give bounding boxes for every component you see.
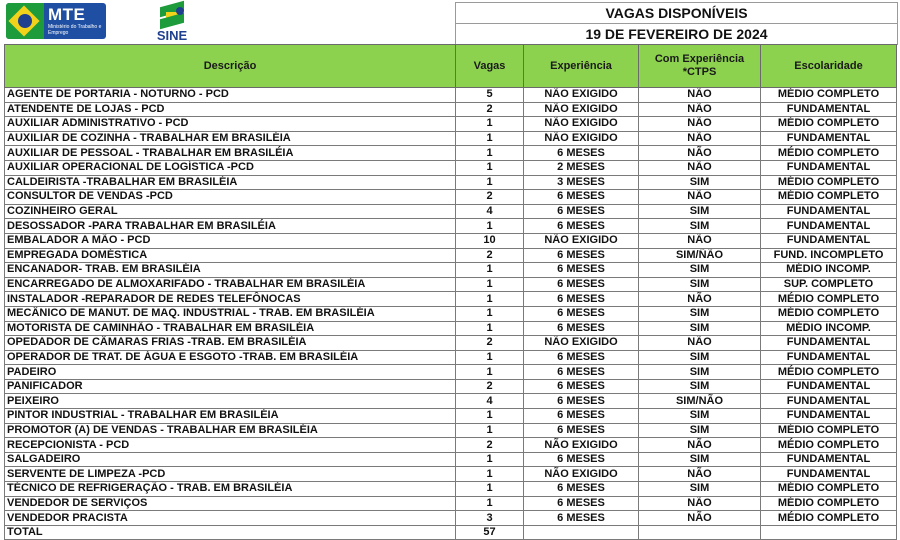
table-row bbox=[5, 350, 897, 365]
cell-vagas: 1 bbox=[456, 292, 524, 307]
cell-experiencia: NÃO EXIGIDO bbox=[524, 102, 639, 117]
cell-descricao: PROMOTOR (A) DE VENDAS - TRABALHAR EM BRASILÉIA bbox=[5, 423, 456, 438]
cell-escolaridade: FUNDAMENTAL bbox=[761, 394, 897, 409]
table-row bbox=[5, 175, 897, 190]
cell-experiencia: 6 MESES bbox=[524, 219, 639, 234]
cell-experiencia: 6 MESES bbox=[524, 409, 639, 424]
cell-vagas: 1 bbox=[456, 321, 524, 336]
table-row bbox=[5, 277, 897, 292]
cell-escolaridade: FUNDAMENTAL bbox=[761, 233, 897, 248]
vacancies-table bbox=[4, 44, 897, 540]
cell-ctps: SIM bbox=[639, 263, 761, 278]
cell-vagas: 1 bbox=[456, 306, 524, 321]
sine-logo bbox=[152, 4, 192, 44]
cell-escolaridade: MÉDIO COMPLETO bbox=[761, 438, 897, 453]
cell-experiencia: 6 MESES bbox=[524, 452, 639, 467]
cell-vagas: 1 bbox=[456, 219, 524, 234]
cell-escolaridade: FUNDAMENTAL bbox=[761, 102, 897, 117]
cell-ctps: NÃO bbox=[639, 233, 761, 248]
cell-escolaridade: MÉDIO COMPLETO bbox=[761, 117, 897, 132]
cell-escolaridade: FUNDAMENTAL bbox=[761, 204, 897, 219]
cell-descricao: OPERADOR DE TRAT. DE ÁGUA E ESGOTO -TRAB. EM BRASILÉIA bbox=[5, 350, 456, 365]
sine-logo-text: SINE bbox=[156, 28, 188, 43]
cell-ctps: NÃO bbox=[639, 88, 761, 103]
table-row bbox=[5, 102, 897, 117]
cell-escolaridade: MÉDIO COMPLETO bbox=[761, 146, 897, 161]
cell-ctps: NÃO bbox=[639, 336, 761, 351]
cell-descricao: SERVENTE DE LIMPEZA -PCD bbox=[5, 467, 456, 482]
cell-vagas: 2 bbox=[456, 102, 524, 117]
cell-escolaridade: SUP. COMPLETO bbox=[761, 277, 897, 292]
cell-experiencia: 2 MESES bbox=[524, 160, 639, 175]
cell-experiencia: 6 MESES bbox=[524, 496, 639, 511]
logo-bar bbox=[4, 2, 455, 44]
table-row bbox=[5, 394, 897, 409]
cell-vagas: 4 bbox=[456, 204, 524, 219]
table-row bbox=[5, 365, 897, 380]
cell-vagas: 1 bbox=[456, 146, 524, 161]
table-row bbox=[5, 336, 897, 351]
cell-vagas: 4 bbox=[456, 394, 524, 409]
cell-escolaridade: MÉDIO COMPLETO bbox=[761, 292, 897, 307]
cell-experiencia: 6 MESES bbox=[524, 394, 639, 409]
cell-escolaridade: MÉDIO COMPLETO bbox=[761, 175, 897, 190]
cell-experiencia: 6 MESES bbox=[524, 321, 639, 336]
cell-descricao: COZINHEIRO GERAL bbox=[5, 204, 456, 219]
total-vagas: 57 bbox=[456, 525, 524, 540]
table-header-row bbox=[5, 45, 897, 88]
cell-escolaridade: MÉDIO COMPLETO bbox=[761, 511, 897, 526]
table-row bbox=[5, 292, 897, 307]
cell-descricao: PADEIRO bbox=[5, 365, 456, 380]
cell-experiencia: 6 MESES bbox=[524, 365, 639, 380]
cell-escolaridade: MÉDIO COMPLETO bbox=[761, 190, 897, 205]
table-body bbox=[5, 88, 897, 540]
cell-descricao: SALGADEIRO bbox=[5, 452, 456, 467]
column-header-experiencia: Experiência bbox=[524, 45, 639, 88]
column-header-ctps-line2: *CTPS bbox=[682, 66, 717, 78]
table-row bbox=[5, 190, 897, 205]
cell-escolaridade: FUNDAMENTAL bbox=[761, 409, 897, 424]
page-date: 19 DE FEVEREIRO DE 2024 bbox=[585, 26, 768, 42]
mte-logo-subtitle: Ministério do Trabalho e Emprego bbox=[48, 24, 102, 36]
cell-descricao: ENCANADOR- TRAB. EM BRASILÉIA bbox=[5, 263, 456, 278]
cell-escolaridade: MÉDIO COMPLETO bbox=[761, 88, 897, 103]
table-row bbox=[5, 204, 897, 219]
cell-escolaridade: FUNDAMENTAL bbox=[761, 467, 897, 482]
cell-vagas: 1 bbox=[456, 263, 524, 278]
cell-vagas: 5 bbox=[456, 88, 524, 103]
cell-ctps: SIM/NÃO bbox=[639, 394, 761, 409]
cell-ctps: SIM bbox=[639, 482, 761, 497]
cell-experiencia: 6 MESES bbox=[524, 306, 639, 321]
cell-escolaridade: FUND. INCOMPLETO bbox=[761, 248, 897, 263]
column-header-ctps-line1: Com Experiência bbox=[654, 53, 745, 65]
cell-escolaridade: FUNDAMENTAL bbox=[761, 350, 897, 365]
cell-escolaridade: FUNDAMENTAL bbox=[761, 131, 897, 146]
table-row bbox=[5, 219, 897, 234]
cell-ctps: NÃO bbox=[639, 292, 761, 307]
column-header-ctps bbox=[639, 45, 761, 88]
cell-vagas: 1 bbox=[456, 175, 524, 190]
cell-escolaridade: MÉDIO INCOMP. bbox=[761, 263, 897, 278]
cell-descricao: PANIFICADOR bbox=[5, 379, 456, 394]
cell-descricao: EMBALADOR A MÃO - PCD bbox=[5, 233, 456, 248]
cell-ctps: SIM bbox=[639, 219, 761, 234]
cell-descricao: ATENDENTE DE LOJAS - PCD bbox=[5, 102, 456, 117]
cell-ctps: NÃO bbox=[639, 160, 761, 175]
cell-experiencia: NÃO EXIGIDO bbox=[524, 233, 639, 248]
cell-ctps: NÃO bbox=[639, 511, 761, 526]
table-total-row bbox=[5, 525, 897, 540]
table-row bbox=[5, 160, 897, 175]
sine-flag-icon bbox=[160, 4, 184, 26]
cell-vagas: 1 bbox=[456, 452, 524, 467]
cell-vagas: 1 bbox=[456, 467, 524, 482]
table-row bbox=[5, 482, 897, 497]
cell-escolaridade: MÉDIO COMPLETO bbox=[761, 365, 897, 380]
cell-descricao: PINTOR INDUSTRIAL - TRABALHAR EM BRASILÉIA bbox=[5, 409, 456, 424]
cell-escolaridade: FUNDAMENTAL bbox=[761, 219, 897, 234]
cell-ctps: SIM/ÑÃO bbox=[639, 248, 761, 263]
cell-ctps: NÃO bbox=[639, 102, 761, 117]
cell-descricao: EMPREGADA DOMÉSTICA bbox=[5, 248, 456, 263]
cell-vagas: 1 bbox=[456, 277, 524, 292]
cell-ctps: SIM bbox=[639, 175, 761, 190]
cell-ctps: SIM bbox=[639, 379, 761, 394]
cell-experiencia: 6 MESES bbox=[524, 263, 639, 278]
cell-ctps: SIM bbox=[639, 321, 761, 336]
cell-descricao: CALDEIRISTA -TRABALHAR EM BRASILÉIA bbox=[5, 175, 456, 190]
cell-vagas: 1 bbox=[456, 423, 524, 438]
cell-ctps: NÃO bbox=[639, 467, 761, 482]
cell-vagas: 1 bbox=[456, 350, 524, 365]
cell-empty bbox=[524, 525, 639, 540]
table-row bbox=[5, 146, 897, 161]
cell-descricao: AUXILIAR DE COZINHA - TRABALHAR EM BRASILÉIA bbox=[5, 131, 456, 146]
cell-ctps: NÃO bbox=[639, 190, 761, 205]
mte-logo-text: MTE bbox=[48, 5, 86, 24]
cell-descricao: CONSULTOR DE VENDAS -PCD bbox=[5, 190, 456, 205]
cell-ctps: NÃO bbox=[639, 131, 761, 146]
cell-descricao: ENCARREGADO DE ALMOXARIFADO - TRABALHAR EM BRASILÉIA bbox=[5, 277, 456, 292]
cell-ctps: SIM bbox=[639, 306, 761, 321]
cell-experiencia: 3 MESES bbox=[524, 175, 639, 190]
cell-escolaridade: MÉDIO COMPLETO bbox=[761, 482, 897, 497]
table-row bbox=[5, 263, 897, 278]
cell-vagas: 2 bbox=[456, 379, 524, 394]
cell-vagas: 3 bbox=[456, 511, 524, 526]
mte-logo bbox=[6, 3, 106, 39]
cell-ctps: SIM bbox=[639, 350, 761, 365]
cell-experiencia: NÃO EXIGIDO bbox=[524, 117, 639, 132]
cell-descricao: MOTORISTA DE CAMINHÃO - TRABALHAR EM BRASILÉIA bbox=[5, 321, 456, 336]
column-header-escolaridade: Escolaridade bbox=[761, 45, 897, 88]
table-row bbox=[5, 379, 897, 394]
cell-experiencia: 6 MESES bbox=[524, 379, 639, 394]
cell-ctps: SIM bbox=[639, 204, 761, 219]
cell-ctps: NÃO bbox=[639, 496, 761, 511]
cell-experiencia: 6 MESES bbox=[524, 511, 639, 526]
table-row bbox=[5, 511, 897, 526]
table-row bbox=[5, 423, 897, 438]
cell-vagas: 1 bbox=[456, 409, 524, 424]
cell-descricao: TÉCNICO DE REFRIGERAÇÃO - TRAB. EM BRASILÉIA bbox=[5, 482, 456, 497]
cell-experiencia: 6 MESES bbox=[524, 482, 639, 497]
page-title: VAGAS DISPONÍVEIS bbox=[456, 3, 897, 24]
cell-vagas: 2 bbox=[456, 190, 524, 205]
cell-descricao: RECEPCIONISTA - PCD bbox=[5, 438, 456, 453]
table-row bbox=[5, 117, 897, 132]
cell-experiencia: NÃO EXIGIDO bbox=[524, 88, 639, 103]
table-row bbox=[5, 467, 897, 482]
title-box bbox=[455, 2, 898, 45]
cell-escolaridade: FUNDAMENTAL bbox=[761, 379, 897, 394]
cell-escolaridade: MÉDIO COMPLETO bbox=[761, 423, 897, 438]
cell-empty bbox=[761, 525, 897, 540]
cell-experiencia: 6 MESES bbox=[524, 277, 639, 292]
cell-experiencia: NÃO EXIGIDO bbox=[524, 438, 639, 453]
cell-descricao: AUXILIAR OPERACIONAL DE LOGÍSTICA -PCD bbox=[5, 160, 456, 175]
cell-experiencia: 6 MESES bbox=[524, 350, 639, 365]
cell-descricao: AUXILIAR DE PESSOAL - TRABALHAR EM BRASILÉIA bbox=[5, 146, 456, 161]
cell-descricao: AGENTE DE PORTARIA - NOTURNO - PCD bbox=[5, 88, 456, 103]
cell-escolaridade: MÉDIO INCOMP. bbox=[761, 321, 897, 336]
cell-descricao: VENDEDOR PRACISTA bbox=[5, 511, 456, 526]
cell-vagas: 10 bbox=[456, 233, 524, 248]
cell-experiencia: 6 MESES bbox=[524, 146, 639, 161]
cell-ctps: NÃO bbox=[639, 146, 761, 161]
brazil-flag-icon bbox=[6, 3, 44, 39]
table-row bbox=[5, 409, 897, 424]
cell-experiencia: 6 MESES bbox=[524, 292, 639, 307]
column-header-vagas: Vagas bbox=[456, 45, 524, 88]
cell-escolaridade: FUNDAMENTAL bbox=[761, 160, 897, 175]
table-row bbox=[5, 496, 897, 511]
cell-descricao: OPEDADOR DE CÂMARAS FRIAS -TRAB. EM BRASILÉIA bbox=[5, 336, 456, 351]
cell-escolaridade: MÉDIO COMPLETO bbox=[761, 306, 897, 321]
cell-escolaridade: FUNDAMENTAL bbox=[761, 336, 897, 351]
cell-experiencia: NÃO EXIGIDO bbox=[524, 336, 639, 351]
cell-descricao: INSTALADOR -REPARADOR DE REDES TELEFÔNOCAS bbox=[5, 292, 456, 307]
cell-descricao: DESOSSADOR -PARA TRABALHAR EM BRASILÉIA bbox=[5, 219, 456, 234]
cell-vagas: 2 bbox=[456, 336, 524, 351]
cell-ctps: SIM bbox=[639, 452, 761, 467]
table-row bbox=[5, 452, 897, 467]
cell-ctps: SIM bbox=[639, 423, 761, 438]
cell-escolaridade: MÉDIO COMPLETO bbox=[761, 496, 897, 511]
column-header-descricao: Descrição bbox=[5, 45, 456, 88]
cell-ctps: NÃO bbox=[639, 438, 761, 453]
cell-experiencia: 6 MESES bbox=[524, 248, 639, 263]
cell-descricao: PEIXEIRO bbox=[5, 394, 456, 409]
cell-experiencia: NÃO EXIGIDO bbox=[524, 467, 639, 482]
cell-ctps: SIM bbox=[639, 365, 761, 380]
cell-ctps: NÃO bbox=[639, 117, 761, 132]
table-row bbox=[5, 233, 897, 248]
table-row bbox=[5, 131, 897, 146]
cell-vagas: 1 bbox=[456, 160, 524, 175]
cell-ctps: SIM bbox=[639, 409, 761, 424]
table-row bbox=[5, 438, 897, 453]
cell-vagas: 1 bbox=[456, 365, 524, 380]
table-row bbox=[5, 306, 897, 321]
table-row bbox=[5, 321, 897, 336]
cell-descricao: AUXILIAR ADMINISTRATIVO - PCD bbox=[5, 117, 456, 132]
cell-ctps: SIM bbox=[639, 277, 761, 292]
cell-vagas: 1 bbox=[456, 482, 524, 497]
cell-vagas: 2 bbox=[456, 248, 524, 263]
cell-experiencia: NÃO EXIGIDO bbox=[524, 131, 639, 146]
cell-experiencia: 6 MESES bbox=[524, 423, 639, 438]
cell-vagas: 2 bbox=[456, 438, 524, 453]
cell-experiencia: 6 MESES bbox=[524, 190, 639, 205]
cell-experiencia: 6 MESES bbox=[524, 204, 639, 219]
cell-descricao: MECÂNICO DE MANUT. DE MAQ. INDUSTRIAL - TRAB. EM BRASILÉIA bbox=[5, 306, 456, 321]
cell-escolaridade: FUNDAMENTAL bbox=[761, 452, 897, 467]
cell-vagas: 1 bbox=[456, 131, 524, 146]
cell-descricao: VENDEDOR DE SERVIÇOS bbox=[5, 496, 456, 511]
table-row bbox=[5, 88, 897, 103]
total-label: TOTAL bbox=[5, 525, 456, 540]
table-row bbox=[5, 248, 897, 263]
cell-vagas: 1 bbox=[456, 496, 524, 511]
cell-vagas: 1 bbox=[456, 117, 524, 132]
cell-empty bbox=[639, 525, 761, 540]
